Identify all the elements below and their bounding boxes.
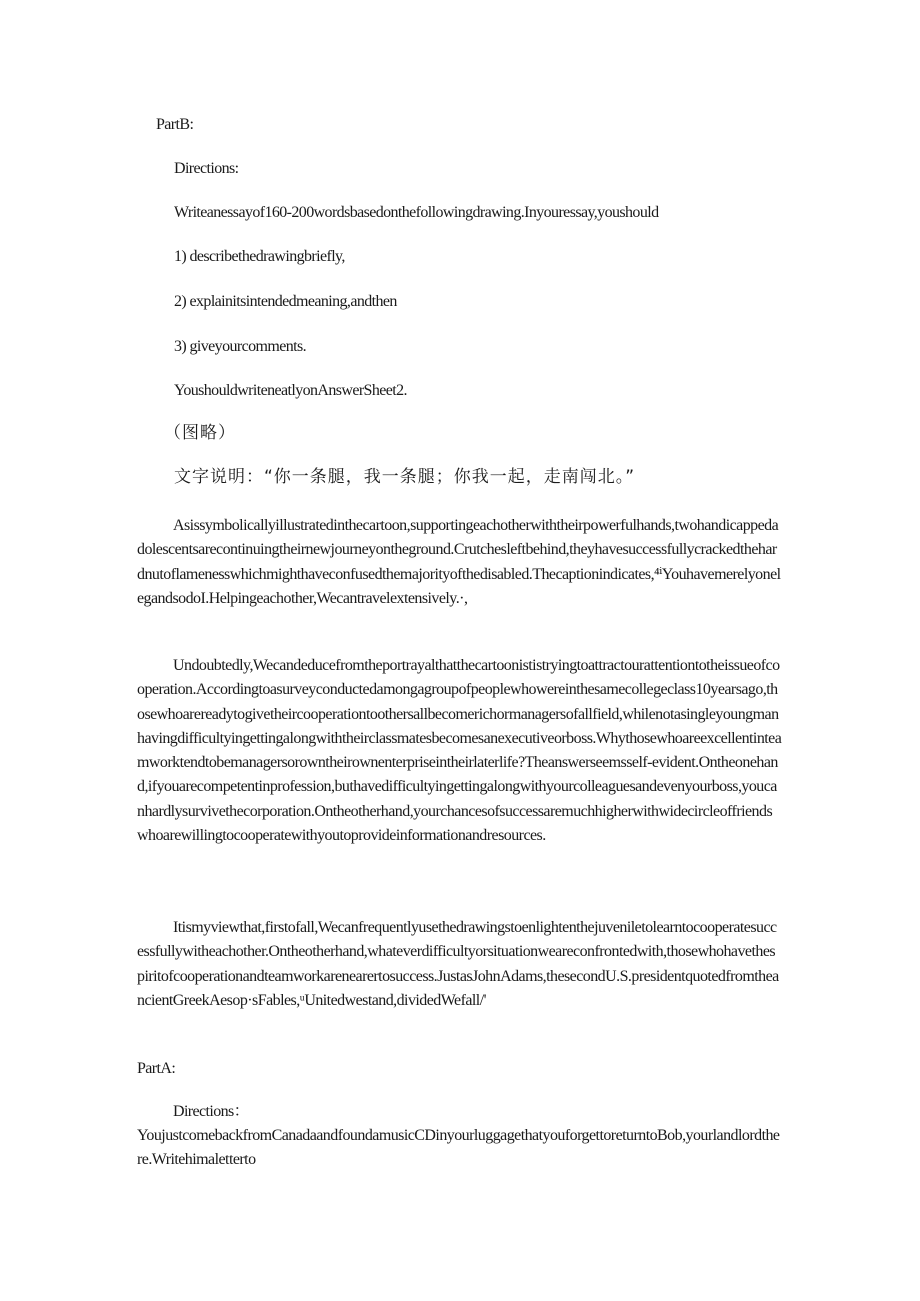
essay-paragraph-2	[137, 654, 782, 848]
essay-text: Itismyviewthat,firstofall,Wecanfrequentlyusethedrawingstoenlightenthejuveniletolearntocooperatesuccessfullywitheachother.Ontheotherhand,whateverdifficultyorsituationweareconfrontedwith,thosewhohavethespiritofcooperationandteamworkarenearertosuccess.JustasJohnAdams,thesecondU.S.presidentquotedfromtheancientGreekAesop·sFables,ᵘUnitedwestand,dividedWefall/'	[137, 919, 779, 1009]
instruction-item: 1) describethedrawingbriefly,	[174, 248, 345, 265]
instruction-item: 2) explainitsintendedmeaning,andthen	[174, 293, 397, 310]
figure-note: （图略）	[164, 423, 236, 443]
essay-text: Asissymbolicallyillustratedinthecartoon,supportingeachotherwiththeirpowerfulhands,twohandicappedadolescentsarecontinuingtheirnewjourneyontheground.Crutchesleftbehind,theyhavesuccessfullycrackedthehardnutoflamenesswhichmighthaveconfusedthemajorityofthedisabled.Thecaptionindicates,⁴ⁱYouhavemerelyonelegandsodoI.Helpingeachother,Wecantravelextensively.·,	[137, 517, 781, 607]
part-a-heading: PartA:	[137, 1060, 176, 1077]
part-b-heading: PartB:	[156, 116, 194, 133]
instruction-text: Writeanessayof160-200wordsbasedonthefollowingdrawing.Inyouressay,youshould	[174, 204, 659, 221]
answer-note: YoushouldwriteneatlyonAnswerSheet2.	[174, 382, 407, 399]
essay-paragraph-1	[137, 514, 782, 611]
part-a-directions-label: Directions：	[173, 1103, 250, 1120]
instruction-item: 3) giveyourcomments.	[174, 338, 306, 355]
part-a-text: YoujustcomebackfromCanadaandfoundamusicCDinyourluggagethatyouforgettoreturntoBob,yourlandlordthere.Writehimaletterto	[137, 1127, 780, 1169]
directions-label: Directions:	[174, 160, 239, 177]
essay-paragraph-3	[137, 916, 782, 1013]
caption-text: 文字说明：“你一条腿，我一条腿；你我一起，走南闯北。”	[174, 467, 636, 487]
essay-text: Undoubtedly,Wecandeducefromtheportrayalthatthecartoonististryingtoattractourattentiontotheissueofcooperation.Accordingtoasurveyconductedamongagroupofpeoplewhowereinthesamecollegeclass10yearsago,thosewhoarereadytogivetheircooperationtoothersallbecomerichormanagersofallfield,whilenotasingleyoungmanhavingdifficultyingettingalongwiththeirclassmatesbecomesanexecutiveorboss.Whythosewhoareexcellentinteamworktendtobemanagersorowntheirownenterpriseintheirlaterlife?Theanswerseemsself-evident.Ontheonehand,ifyouarecompetentinprofession,buthavedifficultyingettingalongwithyourcolleaguesandevenyourboss,youcanhardlysurvivethecorporation.Ontheotherhand,yourchancesofsuccessaremuchhigherwithwidecircleoffriendswhoarewillingtocooperatewithyoutoprovideinformationandresources.	[137, 657, 782, 845]
